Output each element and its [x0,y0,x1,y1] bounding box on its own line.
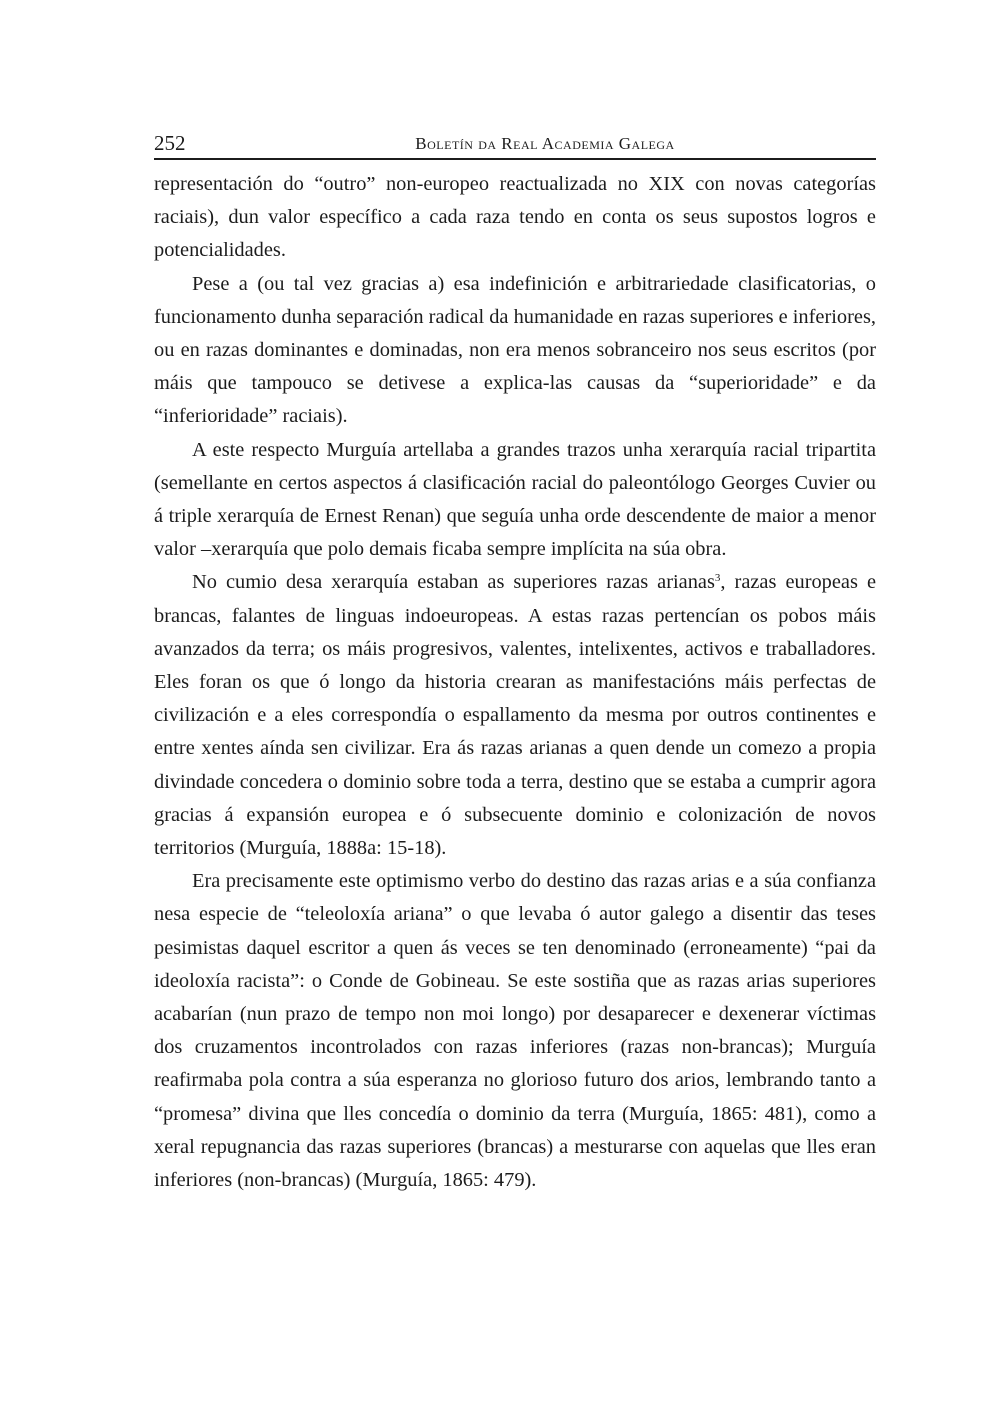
running-header [154,128,876,160]
paragraph-4-start: No cumio desa xerarquía estaban as superiores razas arianas [192,571,715,594]
body-text [154,168,876,1197]
paragraph-2: Pese a (ou tal vez gracias a) esa indefinición e arbitrariedade clasificatorias, o funcionamento dunha separación radical da humanidade en razas superiores e inferiores, ou en razas dominantes e dominadas, non era menos sobranceiro nos seus escritos (por máis que tampouco se detivese a explica-las causas da “superioridade” e da “inferioridade” raciais). [154,272,876,428]
document-page [154,128,876,1197]
paragraph-4-end: , razas europeas e brancas, falantes de linguas indoeuropeas. A estas razas pertencían os pobos máis avanzados da terra; os máis progresivos, valentes, intelixentes, activos e traballadores. Eles foran os que ó longo da historia crearan as manifestacións máis perfectas de civilización e a eles correspondía o espallamento da mesma por outros continentes e entre xentes aínda sen civilizar. Era ás razas arianas a quen dende un comezo a propia divindade concedera o dominio sobre toda a terra, destino que se estaba a cumprir agora gracias á expansión europea e ó subsecuente dominio e colonización de novos territorios (Murguía, 1888a: 15-18). [154,571,876,860]
paragraph-3: A este respecto Murguía artellaba a grandes trazos unha xerarquía racial tripartita (semellante en certos aspectos á clasificación racial do paleontólogo Georges Cuvier ou á triple xerarquía de Ernest Renan) que seguía unha orde descendente de maior a menor valor –xerarquía que polo demais ficaba sempre implícita na súa obra. [154,438,876,561]
page-number: 252 [154,131,186,155]
paragraph-1: representación do “outro” non-europeo reactualizada no XIX con novas categorías raciais), dun valor específico a cada raza tendo en conta os seus supostos logros e potencialidades. [154,173,876,262]
journal-title: Boletín da Real Academia Galega [415,134,675,153]
footnote-marker[interactable]: 3 [714,572,721,585]
paragraph-4 [154,566,876,865]
paragraph-5: Era precisamente este optimismo verbo do destino das razas arias e a súa confianza nesa especie de “teleoloxía ariana” o que levaba ó autor galego a disentir das teses pesimistas daquel escritor a quen ás veces se ten denominado (erroneamente) “pai da ideoloxía racista”: o Conde de Gobineau. Se este sostiña que as razas arias superiores acabarían (nun prazo de tempo non moi longo) por desaparecer e dexenerar víctimas dos cruzamentos incontrolados con razas inferiores (razas non-brancas); Murguía reafirmaba pola contra a súa esperanza no glorioso futuro dos arios, lembrando tanto a “promesa” divina que lles concedía o dominio da terra (Murguía, 1865: 481), como a xeral repugnancia das razas superiores (brancas) a mesturarse con aquelas que lles eran inferiores (non-brancas) (Murguía, 1865: 479). [154,870,876,1192]
